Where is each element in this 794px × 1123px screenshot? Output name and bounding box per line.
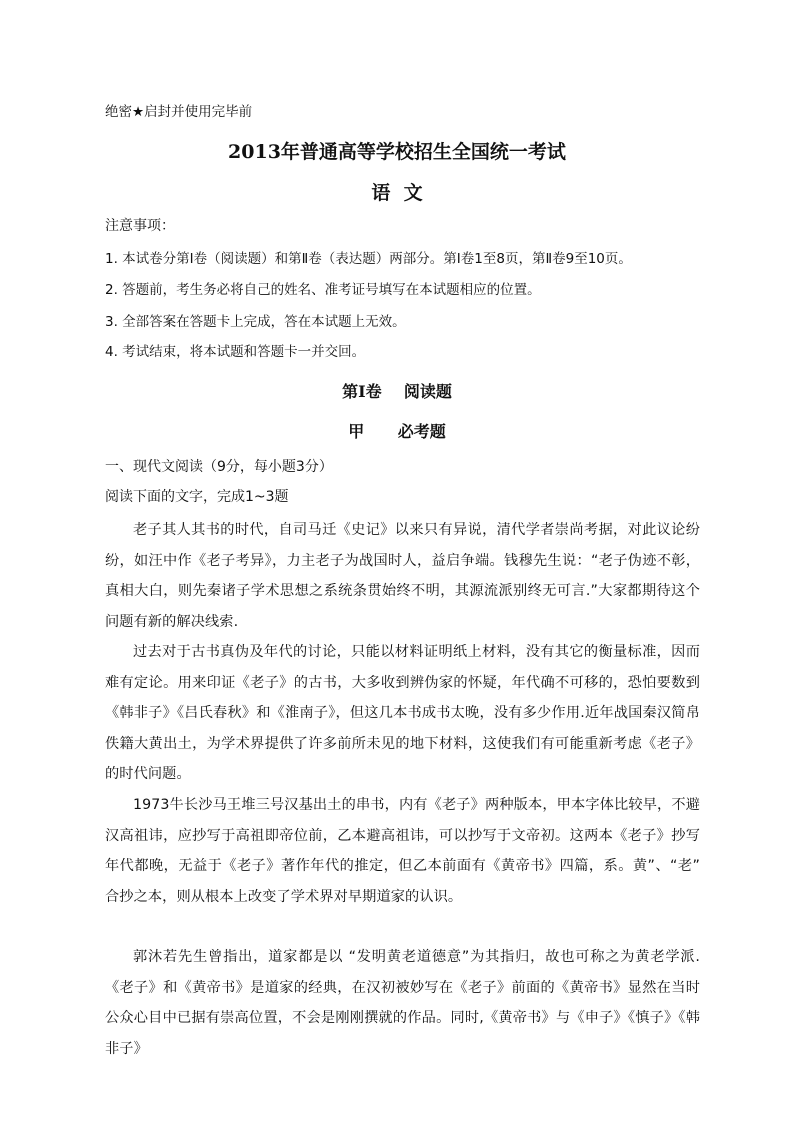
note-item: 3. 全部答案在答题卡上完成，答在本试题上无效。: [105, 314, 406, 330]
subject-title: 语 文: [371, 182, 423, 204]
section-heading: 一、现代文阅读（9分，每小题3分）: [105, 459, 333, 475]
volume-heading: 第Ⅰ卷 阅读题: [342, 382, 452, 401]
exam-title: 2013年普通高等学校招生全国统一考试: [228, 141, 566, 163]
passage-paragraph: 老子其人其书的时代，自司马迁《史记》以来只有异说，清代学者崇尚考据，对此议论纷纷，如汪中作《老子考异》，力主老子为战国时人，益启争端。钱穆先生说：“老子伪迹不彰，真相大白，则先秦诸子学术思想之系统条贯始终不明，其源流派别终无可言.”大家都期待这个问题有新的解决线索.: [105, 522, 700, 630]
note-item: 4. 考试结束，将本试题和答题卡一并交回。: [105, 344, 366, 360]
notes-heading: 注意事项：: [105, 218, 175, 234]
part-heading: 甲 必考题: [348, 422, 446, 441]
note-item: 2. 答题前，考生务必将自己的姓名、准考证号填写在本试题相应的位置。: [105, 282, 541, 298]
reading-instruction: 阅读下面的文字，完成1~3题: [105, 489, 289, 505]
confidential-label: 绝密★启封并使用完毕前: [105, 104, 253, 120]
passage-paragraph: 1973牛长沙马王堆三号汉基出土的串书，内有《老子》两种版本，甲本字体比较早，不避汉高祖讳，应抄写于高祖即帝位前，乙本避高祖讳，可以抄写于文帝初。这两本《老子》抄写年代都晚，无益于《老子》著作年代的推定，但乙本前面有《黄帝书》四篇，系。黄”、“老” 合抄之本，则从根本上改变了学术界对早期道家的认识。: [105, 797, 700, 905]
passage-paragraph: 郭沐若先生曾指出，道家都是以 “发明黄老道德意”为其指归，故也可称之为黄老学派.《老子》和《黄帝书》是道家的经典，在汉初被妙写在《老子》前面的《黄帝书》显然在当时公众心目中已据有崇高位置，不会是刚刚撰就的作品。同时,《黄帝书》与《申子》《慎子》《韩非子》: [105, 949, 700, 1057]
passage-paragraph: 过去对于古书真伪及年代的讨论，只能以材料证明纸上材料，没有其它的衡量标准，因而难有定论。用来印证《老子》的古书，大多收到辨伪家的怀疑，年代确不可移的，恐怕要数到《韩非子》《吕氏春秋》和《淮南子》，但这几本书成书太晚，没有多少作用.近年战国秦汉简帛佚籍大黄出土，为学术界提供了许多前所未见的地下材料，这使我们有可能重新考虑《老子》的时代问题。: [105, 644, 700, 783]
note-item: 1. 本试卷分第Ⅰ卷（阅读题）和第Ⅱ卷（表达题）两部分。第Ⅰ卷1至8页，第Ⅱ卷9至10页。: [105, 251, 632, 267]
